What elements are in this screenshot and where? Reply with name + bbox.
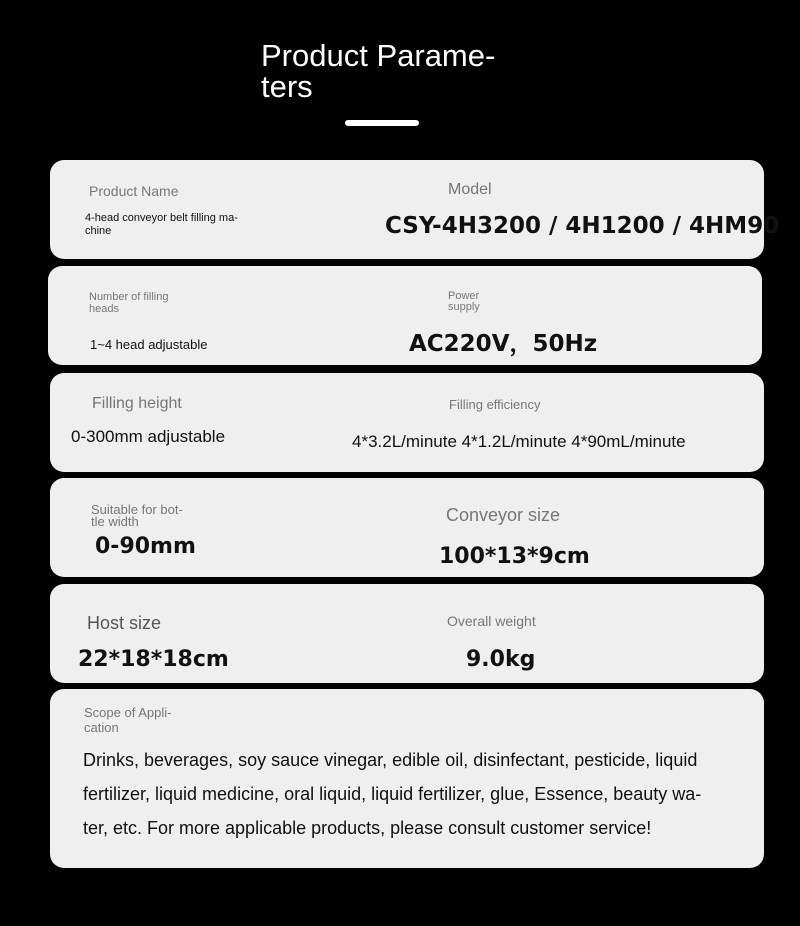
power-supply-label: Power supply <box>448 290 480 313</box>
host-size-value: 22*18*18cm <box>78 647 229 672</box>
bottle-width-label: Suitable for bot- tle width <box>91 502 183 529</box>
product-name-label: Product Name <box>89 183 179 199</box>
bottle-width-value: 0-90mm <box>95 534 196 559</box>
product-name-value: 4-head conveyor belt filling ma- chine <box>85 212 238 237</box>
filling-height-value: 0-300mm adjustable <box>71 427 226 446</box>
scope-card <box>50 689 764 868</box>
title-underline <box>345 120 419 126</box>
model-label: Model <box>448 181 492 198</box>
overall-weight-label: Overall weight <box>447 613 536 629</box>
bottle-width-card <box>50 478 764 577</box>
power-supply-value: AC220V，50Hz <box>409 331 598 357</box>
filling-height-label: Filling height <box>92 395 182 412</box>
host-size-card <box>50 584 764 683</box>
conveyor-size-label: Conveyor size <box>446 505 561 525</box>
filling-efficiency-value: 4*3.2L/minute 4*1.2L/minute 4*90mL/minute <box>352 432 686 451</box>
filling-height-card <box>50 373 764 472</box>
scope-label: Scope of Appli- cation <box>84 705 172 735</box>
conveyor-size-value: 100*13*9cm <box>439 544 590 569</box>
filling-efficiency-label: Filling efficiency <box>449 397 541 412</box>
filling-heads-card <box>48 266 762 365</box>
host-size-label: Host size <box>87 613 162 633</box>
model-value: CSY-4H3200 / 4H1200 / 4HM90 <box>385 213 780 239</box>
filling-heads-value: 1~4 head adjustable <box>90 337 208 352</box>
filling-heads-label: Number of filling heads <box>89 291 169 315</box>
overall-weight-value: 9.0kg <box>466 647 536 672</box>
scope-text: Drinks, beverages, soy sauce vinegar, edible oil, disinfectant, pesticide, liquid fertilizer, liquid medicine, oral liquid, liquid fertilizer, glue, Essence, beauty wa-ter, etc. For more applicable products, please consult customer service! <box>83 750 702 838</box>
page-title: Product Parame- ters <box>261 38 496 104</box>
product-name-card <box>50 160 780 259</box>
